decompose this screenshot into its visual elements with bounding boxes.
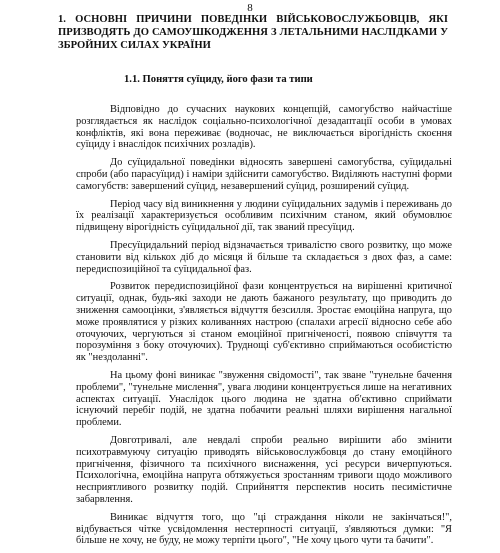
section-heading: 1.1. Поняття суїциду, його фази та типи xyxy=(124,74,313,85)
page-number: 8 xyxy=(247,2,253,14)
paragraph: Розвиток передиспозиційної фази концентрується на вирішенні критичної ситуації, однак, будь-які заходи не дають бажаного результату, що приводить до зниження самооцінки, з'являється відчуття безсилля. Зростає емоційна напруга, що може проявлятися у різких коливаннях настрою (спалахи агресії відносно себе або оточуючих, чергуються зі станом емоційної пригніченості, появою співчуття та порозуміння з боку оточуючих). Труднощі суб'єктивно сприймаються особистістю як "нездоланні". xyxy=(76,281,452,364)
paragraph: На цьому фоні виникає "звуження свідомості", так зване "тунельне бачення проблеми", "тунельне мислення", увага людини концентрується лише на негативних аспектах ситуації. Унаслідок цього людина не здатна об'єктивно сприймати існуючий перебіг подій, не здатна побачити реальні шляхи вирішення нагальної проблеми. xyxy=(76,369,452,429)
paragraph: Період часу від виникнення у людини суїцидальних задумів і переживань до їх реалізації характеризується особливим психічним станом, який обумовлює підвищену вірогідність суїцидальної дії, так званий пресуїцид. xyxy=(76,198,452,234)
paragraph: Відповідно до сучасних наукових концепцій, самогубство найчастіше розглядається як наслідок соціально-психологічної дезадаптації особи в умовах конфліктів, які вона переживає (водночас, не виключається вірогідність скоєння суїциду і внаслідок психічних розладів). xyxy=(76,104,452,151)
paragraph: Виникає відчуття того, що "ці страждання ніколи не закінчаться!", відбувається чітке усвідомлення нестерпності ситуації, з'являються думки: "Я більше не хочу, не буду, не можу терпіти цього", "Не хочу цього чути та бачити". xyxy=(76,511,452,547)
chapter-heading: 1. ОСНОВНІ ПРИЧИНИ ПОВЕДІНКИ ВІЙСЬКОВОСЛУЖБОВЦІВ, ЯКІ ПРИЗВОДЯТЬ ДО САМОУШКОДЖЕННЯ З ЛЕТАЛЬНИМИ НАСЛІДКАМИ У ЗБРОЙНИХ СИЛАХ УКРАЇНИ xyxy=(58,14,448,51)
paragraph: Пресуїцидальний період відзначається тривалістю свого розвитку, що може становити від кількох діб до місяця й більше та складається з двох фаз, а саме: передиспозиційної та суїцидальної фаз. xyxy=(76,239,452,275)
paragraph: Довготривалі, але невдалі спроби реально вирішити або змінити психотравмуючу ситуацію приводять військовослужбовця до стану емоційного пригнічення, фізичного та психічного виснаження, усі ресурси вичерпуються. Психологічна, емоційна напруга обтяжується зростанням тривоги щодо можливого несприятливого розвитку подій. Сприйняття перспектив носить песимістичне забарвлення. xyxy=(76,434,452,505)
paragraph: До суїцидальної поведінки відносять завершені самогубства, суїцидальні спроби (або парасуїцид) і наміри здійснити самогубство. Виділяють наступні форми самогубств: завершений суїцид, незавершений суїцид, розширений суїцид. xyxy=(76,157,452,192)
body-text xyxy=(76,104,452,553)
